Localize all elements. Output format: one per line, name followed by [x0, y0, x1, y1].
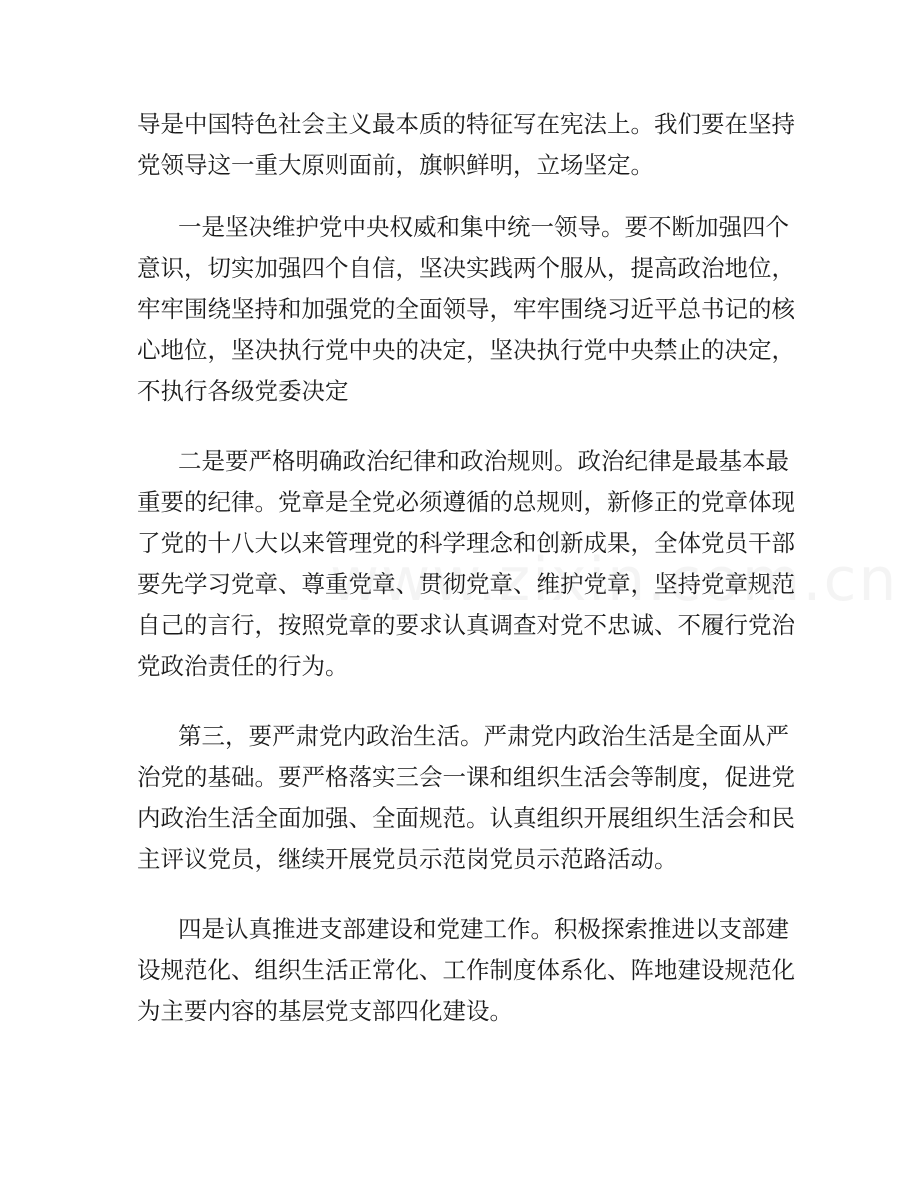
text-line: 治党的基础。要严格落实三会一课和组织生活会等制度，促进党 — [137, 763, 795, 791]
text-line: 导是中国特色社会主义最本质的特征写在宪法上。我们要在坚持 — [137, 110, 795, 138]
text-line: 第三，要严肃党内政治生活。严肃党内政治生活是全面从严 — [178, 722, 789, 750]
text-line: 为主要内容的基层党支部四化建设。 — [137, 997, 513, 1025]
text-line: 牢牢围绕坚持和加强党的全面领导，牢牢围绕习近平总书记的核 — [137, 295, 795, 323]
paragraph-3-line-4 — [0, 834, 920, 884]
text-line: 主评议党员，继续开展党员示范岗党员示范路活动。 — [137, 845, 678, 873]
text-line: 内政治生活全面加强、全面规范。认真组织开展组织生活会和民 — [137, 804, 795, 832]
text-line: 不执行各级党委决定 — [137, 377, 349, 405]
text-line: 要先学习党章、尊重党章、贯彻党章、维护党章，坚持党章规范 — [137, 570, 795, 598]
paragraph-1-line-5 — [0, 366, 920, 416]
text-line: 一是坚决维护党中央权威和集中统一领导。要不断加强四个 — [178, 213, 789, 241]
text-line: 心地位，坚决执行党中央的决定，坚决执行党中央禁止的决定， — [137, 336, 795, 364]
text-line: 了党的十八大以来管理党的科学理念和创新成果，全体党员干部 — [137, 529, 795, 557]
text-line: 设规范化、组织生活正常化、工作制度体系化、阵地建设规范化 — [137, 956, 795, 984]
text-line: 重要的纪律。党章是全党必须遵循的总规则，新修正的党章体现 — [137, 488, 795, 516]
paragraph-0-line-2 — [0, 140, 920, 190]
text-line: 党领导这一重大原则面前，旗帜鲜明，立场坚定。 — [137, 151, 654, 179]
text-line: 意识，切实加强四个自信，坚决实践两个服从，提高政治地位， — [137, 254, 795, 282]
text-line: 二是要严格明确政治纪律和政治规则。政治纪律是最基本最 — [178, 447, 789, 475]
paragraph-4-line-3 — [0, 986, 920, 1036]
text-line: 自己的言行，按照党章的要求认真调查对党不忠诚、不履行党治 — [137, 611, 795, 639]
text-line: 党政治责任的行为。 — [137, 652, 349, 680]
paragraph-2-line-6 — [0, 641, 920, 691]
text-line: 四是认真推进支部建设和党建工作。积极探索推进以支部建 — [178, 915, 789, 943]
